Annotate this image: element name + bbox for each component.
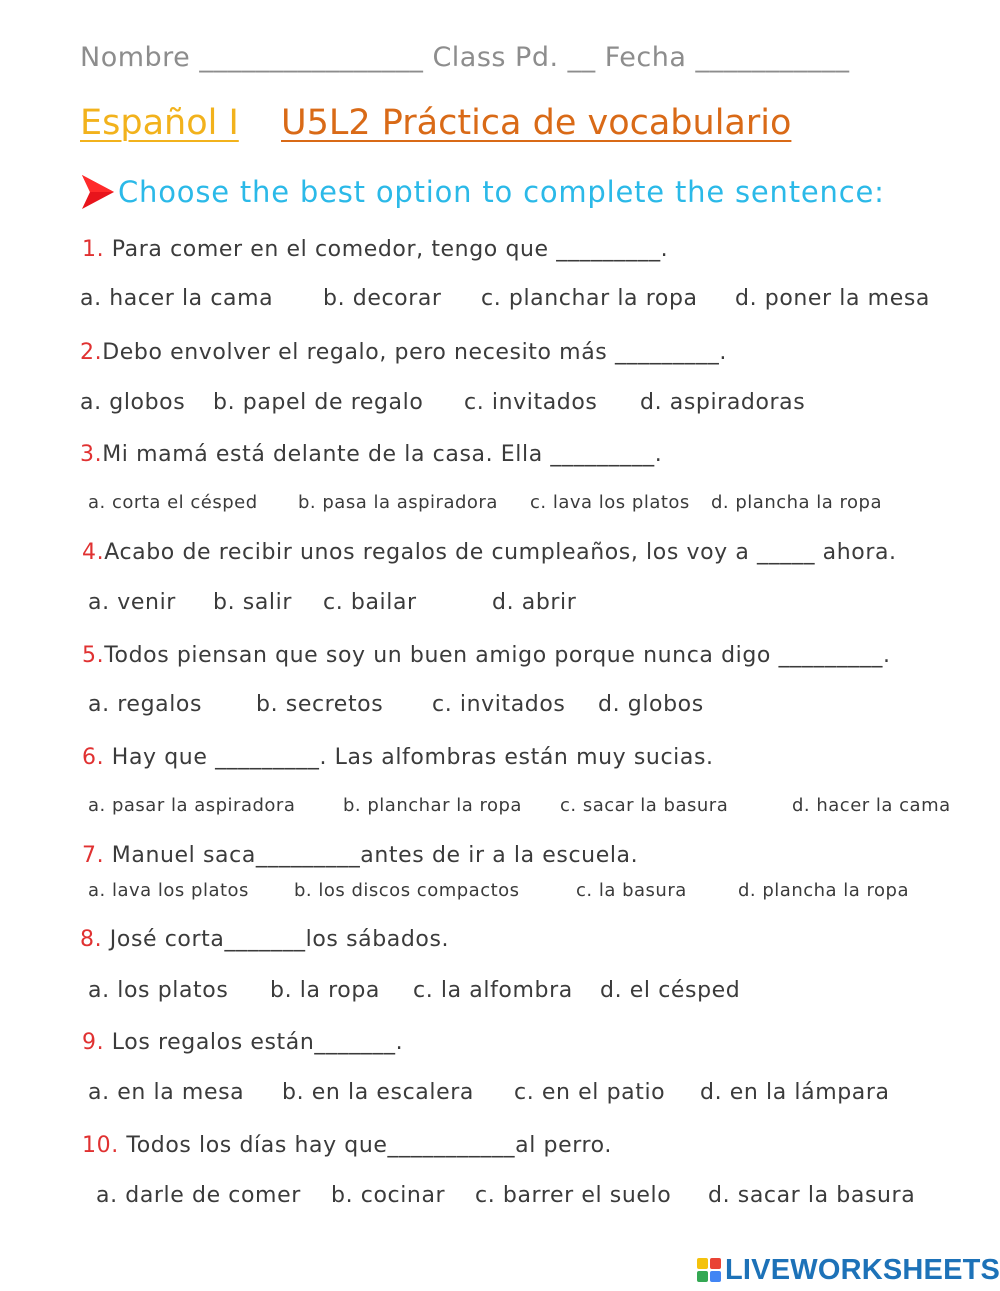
option-a[interactable]: a. darle de comer bbox=[96, 1183, 301, 1208]
option-b[interactable]: b. cocinar bbox=[331, 1183, 446, 1208]
question-text: Debo envolver el regalo, pero necesito más _________. bbox=[102, 340, 727, 365]
question-number: 7. bbox=[82, 843, 105, 868]
option-d[interactable]: d. plancha la ropa bbox=[738, 880, 910, 901]
option-c[interactable]: c. barrer el suelo bbox=[475, 1183, 672, 1208]
option-d[interactable]: d. plancha la ropa bbox=[711, 492, 883, 513]
question-text: José corta_______los sábados. bbox=[109, 927, 450, 952]
question-1 bbox=[82, 237, 668, 262]
option-b[interactable]: b. decorar bbox=[323, 286, 442, 311]
option-b[interactable]: b. la ropa bbox=[270, 978, 381, 1003]
lesson-title: U5L2 Práctica de vocabulario bbox=[281, 103, 792, 143]
question-4 bbox=[82, 540, 897, 565]
option-a[interactable]: a. en la mesa bbox=[88, 1080, 245, 1105]
option-c[interactable]: c. la alfombra bbox=[413, 978, 573, 1003]
option-d[interactable]: d. el césped bbox=[600, 978, 741, 1003]
question-10 bbox=[82, 1133, 612, 1158]
question-text: Todos piensan que soy un buen amigo porque nunca digo _________. bbox=[104, 643, 891, 668]
course-title: Español I bbox=[80, 103, 239, 143]
question-3 bbox=[80, 442, 662, 467]
option-c[interactable]: c. sacar la basura bbox=[560, 795, 729, 816]
option-d[interactable]: d. en la lámpara bbox=[700, 1080, 890, 1105]
question-number: 4. bbox=[82, 540, 105, 565]
question-6 bbox=[82, 745, 714, 770]
question-text: Para comer en el comedor, tengo que _________. bbox=[111, 237, 669, 262]
option-c[interactable]: c. bailar bbox=[323, 590, 417, 615]
option-c[interactable]: c. invitados bbox=[464, 390, 598, 415]
liveworksheets-grid-icon bbox=[697, 1258, 721, 1282]
option-d[interactable]: d. hacer la cama bbox=[792, 795, 951, 816]
option-d[interactable]: d. globos bbox=[598, 692, 704, 717]
question-text: Mi mamá está delante de la casa. Ella _________. bbox=[102, 442, 663, 467]
question-number: 1. bbox=[82, 237, 105, 262]
option-a[interactable]: a. lava los platos bbox=[88, 880, 249, 901]
question-5 bbox=[82, 643, 891, 668]
option-a[interactable]: a. pasar la aspiradora bbox=[88, 795, 296, 816]
option-c[interactable]: c. la basura bbox=[576, 880, 687, 901]
option-b[interactable]: b. en la escalera bbox=[282, 1080, 474, 1105]
question-number: 9. bbox=[82, 1030, 105, 1055]
instruction-text: Choose the best option to complete the sentence: bbox=[118, 175, 885, 209]
option-a[interactable]: a. venir bbox=[88, 590, 176, 615]
option-d[interactable]: d. poner la mesa bbox=[735, 286, 930, 311]
option-d[interactable]: d. aspiradoras bbox=[640, 390, 806, 415]
option-b[interactable]: b. papel de regalo bbox=[213, 390, 424, 415]
option-a[interactable]: a. globos bbox=[80, 390, 186, 415]
option-a[interactable]: a. los platos bbox=[88, 978, 229, 1003]
question-text: Hay que _________. Las alfombras están muy sucias. bbox=[111, 745, 714, 770]
question-number: 6. bbox=[82, 745, 105, 770]
option-c[interactable]: c. invitados bbox=[432, 692, 566, 717]
option-a[interactable]: a. corta el césped bbox=[88, 492, 258, 513]
option-d[interactable]: d. abrir bbox=[492, 590, 577, 615]
question-7 bbox=[82, 843, 638, 868]
arrow-bullet-icon bbox=[80, 172, 116, 212]
question-number: 10. bbox=[82, 1133, 119, 1158]
question-number: 3. bbox=[80, 442, 103, 467]
question-number: 2. bbox=[80, 340, 103, 365]
question-2 bbox=[80, 340, 727, 365]
option-b[interactable]: b. planchar la ropa bbox=[343, 795, 522, 816]
option-d[interactable]: d. sacar la basura bbox=[708, 1183, 916, 1208]
liveworksheets-logo[interactable] bbox=[697, 1254, 1000, 1286]
option-b[interactable]: b. salir bbox=[213, 590, 292, 615]
option-a[interactable]: a. regalos bbox=[88, 692, 203, 717]
option-a[interactable]: a. hacer la cama bbox=[80, 286, 274, 311]
question-number: 5. bbox=[82, 643, 105, 668]
question-8 bbox=[80, 927, 449, 952]
question-text: Acabo de recibir unos regalos de cumpleaños, los voy a _____ ahora. bbox=[104, 540, 897, 565]
question-text: Manuel saca_________antes de ir a la escuela. bbox=[111, 843, 639, 868]
option-c[interactable]: c. en el patio bbox=[514, 1080, 666, 1105]
logo-text: LIVEWORKSHEETS bbox=[725, 1254, 1000, 1286]
option-b[interactable]: b. secretos bbox=[256, 692, 384, 717]
option-c[interactable]: c. planchar la ropa bbox=[481, 286, 698, 311]
question-text: Los regalos están_______. bbox=[111, 1030, 404, 1055]
name-class-date-line: Nombre ________________ Class Pd. __ Fecha ___________ bbox=[80, 42, 850, 73]
question-text: Todos los días hay que___________al perro. bbox=[126, 1133, 612, 1158]
option-b[interactable]: b. pasa la aspiradora bbox=[298, 492, 498, 513]
option-b[interactable]: b. los discos compactos bbox=[294, 880, 520, 901]
option-c[interactable]: c. lava los platos bbox=[530, 492, 690, 513]
question-number: 8. bbox=[80, 927, 103, 952]
question-9 bbox=[82, 1030, 403, 1055]
